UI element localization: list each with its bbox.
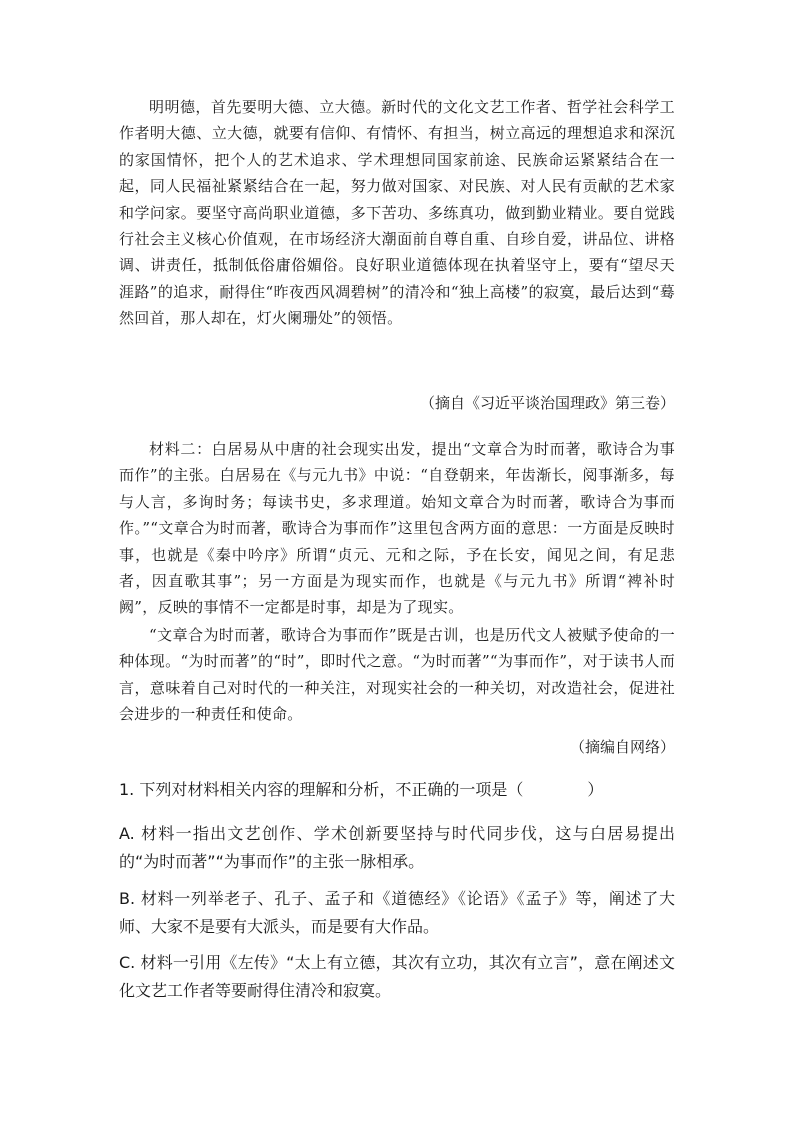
question1-option-a: A. 材料一指出文艺创作、学术创新要坚持与时代同步伐，这与白居易提出的“为时而著”“为事而作”的主张一脉相承。 bbox=[119, 824, 675, 871]
question1-option-c: C. 材料一引用《左传》“太上有立德，其次有立功，其次有立言”，意在阐述文化文艺工作者等要耐得住清冷和寂寞。 bbox=[119, 953, 675, 1000]
material1-source: （摘自《习近平谈治国理政》第三卷） bbox=[419, 394, 675, 412]
material2-paragraph-2: “文章合为时而著，歌诗合为事而作”既是古训，也是历代文人被赋予使命的一种体现。“为时而著”的“时”，即时代之意。“为时而著”“为事而作”，对于读书人而言，意味着自己对时代的一种关注，对现实社会的一种关切，对改造社会，促进社会进步的一种责任和使命。 bbox=[119, 626, 675, 724]
question1-option-b: B. 材料一列举老子、孔子、孟子和《道德经》《论语》《孟子》等，阐述了大师、大家不是要有大派头，而是要有大作品。 bbox=[119, 889, 675, 936]
material1-paragraph: 明明德，首先要明大德、立大德。新时代的文化文艺工作者、哲学社会科学工作者明大德、立大德，就要有信仰、有情怀、有担当，树立高远的理想追求和深沉的家国情怀，把个人的艺术追求、学术理想同国家前途、民族命运紧紧结合在一起，同人民福祉紧紧结合在一起，努力做对国家、对民族、对人民有贡献的艺术家和学问家。要坚守高尚职业道德，多下苦功、多练真功，做到勤业精业。要自觉践行社会主义核心价值观，在市场经济大潮面前自尊自重、自珍自爱，讲品位、讲格调、讲责任，抵制低俗庸俗媚俗。良好职业道德体现在执着坚守上，要有“望尽天涯路”的追求，耐得住“昨夜西风凋碧树”的清冷和“独上高楼”的寂寞，最后达到“蓦然回首，那人却在，灯火阑珊处”的领悟。 bbox=[119, 98, 675, 328]
material2-source: （摘编自网络） bbox=[569, 738, 675, 756]
question1-stem: 1. 下列对材料相关内容的理解和分析，不正确的一项是（ ） bbox=[119, 780, 604, 799]
material2-paragraph-1: 材料二：白居易从中唐的社会现实出发，提出“文章合为时而著，歌诗合为事而作”的主张。白居易在《与元九书》中说：“自登朝来，年齿渐长，阅事渐多，每与人言，多询时务；每读书史，多求理道。始知文章合为时而著，歌诗合为事而作。”“文章合为时而著，歌诗合为事而作”这里包含两方面的意思：一方面是反映时事，也就是《秦中吟序》所谓“贞元、元和之际，予在长安，闻见之间，有足悲者，因直歌其事”；另一方面是为现实而作，也就是《与元九书》所谓“裨补时阙”，反映的事情不一定都是时事，却是为了现实。 bbox=[119, 440, 675, 617]
